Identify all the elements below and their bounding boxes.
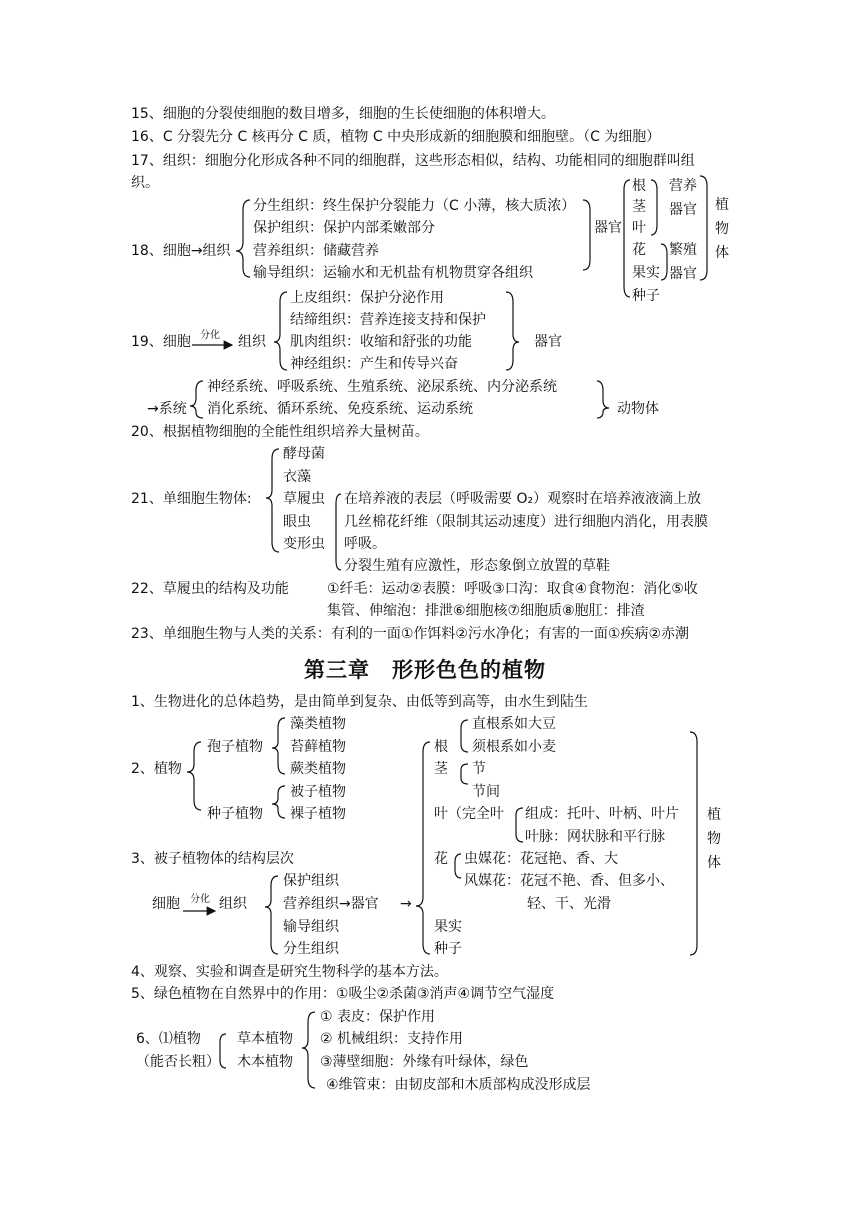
s18-item-2: 保护组织：保护内部柔嫩部分 — [253, 220, 435, 236]
brace-c2-main — [187, 742, 201, 810]
line-23: 23、单细胞生物与人类的关系：有利的一面①作饵料②污水净化；有害的一面①疾病②赤潮 — [131, 626, 690, 642]
c3-6-label2: （能否长粗） — [136, 1054, 220, 1070]
s18-item-4: 输导组织：运输水和无机盐有机物贯穿各组织 — [253, 265, 533, 281]
brace-c6-label — [220, 1034, 226, 1068]
s21-item-2: 衣藻 — [283, 469, 311, 485]
brace-s18-rep — [661, 244, 667, 280]
brace-s21-notes — [336, 494, 341, 570]
brace-c3-whole — [690, 732, 697, 955]
c3-line-4: 4、观察、实验和调查是研究生物科学的基本方法。 — [131, 964, 448, 980]
s19-system-label: →系统 — [147, 401, 187, 417]
c3-2-spore: 孢子植物 — [207, 739, 263, 755]
brace-c3-organs — [416, 742, 430, 954]
s21-item-5: 变形虫 — [283, 536, 325, 552]
c3-2-spore-1: 藻类植物 — [290, 716, 346, 732]
c3-3-tissue-2: 营养组织→器官 — [283, 896, 379, 912]
brace-s18-whole — [700, 176, 707, 280]
brace-s18-right — [583, 200, 590, 270]
c3-3-leaf: 叶（完全叶 — [434, 806, 504, 822]
c3-3-root-1: 直根系如大豆 — [472, 716, 556, 732]
s21-item-1: 酵母菌 — [283, 446, 325, 462]
s18-veg-leaf: 叶 — [632, 220, 646, 236]
s19-item-1: 上皮组织：保护分泌作用 — [290, 290, 444, 306]
brace-s18-tissues — [236, 200, 250, 277]
s18-item-1: 分生组织：终生保护分裂能力（C 小薄，核大质浓） — [253, 198, 576, 214]
s19-item-3: 肌肉组织：收缩和舒张的功能 — [290, 334, 472, 350]
c3-3-seed: 种子 — [434, 941, 462, 957]
brace-c2-spore — [272, 718, 285, 774]
brace-s19-right — [506, 292, 519, 370]
c3-6-item-1: ① 表皮：保护作用 — [320, 1009, 436, 1025]
c3-3-fruit: 果实 — [434, 919, 462, 935]
c3-3-cell: 细胞 — [152, 896, 180, 912]
s18-veg-stem: 茎 — [632, 199, 646, 215]
line-17: 17、组织：细胞分化形成各种不同的细胞群，这些形态相似，结构、功能相同的细胞群叫组 — [131, 153, 695, 169]
c3-3-whole: 植物体 — [707, 807, 721, 871]
brace-c3-tissues — [265, 876, 278, 954]
c3-3-tissue-4: 分生组织 — [283, 941, 339, 957]
c3-2-label: 2、植物 — [131, 761, 182, 777]
s21-note-4: 分裂生殖有应激性，形态象倒立放置的草鞋 — [344, 558, 610, 574]
c3-3-tissue-1: 保护组织 — [283, 873, 339, 889]
chapter-title: 第三章 形形色色的植物 — [304, 658, 546, 682]
s19-item-2: 结缔组织：营养连接支持和保护 — [290, 312, 486, 328]
brace-c3-root — [461, 720, 468, 752]
c3-3-stem: 茎 — [434, 761, 448, 777]
s18-rep-label: 繁殖器官 — [669, 242, 697, 282]
c3-line-1: 1、生物进化的总体趋势，是由简单到复杂、由低等到高等，由水生到陆生 — [131, 694, 588, 710]
c3-3-tissue: 组织 — [219, 896, 247, 912]
s18-whole: 植物体 — [715, 197, 729, 261]
s18-veg-label: 营养器官 — [669, 178, 697, 218]
c3-3-tissue-3: 输导组织 — [283, 919, 339, 935]
s18-label: 18、细胞→组织 — [131, 243, 231, 259]
c3-6-type-1: 草本植物 — [237, 1031, 293, 1047]
s19-arrow-label: 分化 — [200, 330, 220, 341]
s18-veg-root: 根 — [632, 178, 646, 194]
brace-c3-flower — [455, 854, 461, 878]
c3-3-stem-2: 节间 — [472, 784, 500, 800]
s21-note-1: 在培养液的表层（呼吸需要 O₂）观察时在培养液液滴上放 — [344, 491, 702, 507]
c3-6-item-3: ③薄壁细胞：外缘有叶绿体，绿色 — [320, 1054, 529, 1070]
s19-item-4: 神经组织：产生和传导兴奋 — [290, 356, 458, 372]
brace-s19-system — [190, 381, 203, 418]
c3-6-label: 6、⑴植物 — [136, 1031, 201, 1047]
line-17-cont: 织。 — [131, 175, 159, 191]
c3-2-seed-1: 被子植物 — [290, 784, 346, 800]
s18-organ: 器官 — [594, 220, 622, 236]
line-16: 16、C 分裂先分 C 核再分 C 质，植物 C 中央形成新的细胞膜和细胞壁。（C 为细胞） — [131, 129, 661, 145]
brace-c3-stem — [461, 764, 468, 784]
brace-c6-items — [302, 1012, 315, 1088]
c3-3-leaf-1: 组成：托叶、叶柄、叶片 — [525, 806, 679, 822]
s19-system-1: 神经系统、呼吸系统、生殖系统、泌尿系统、内分泌系统 — [207, 379, 557, 395]
c3-6-item-2: ② 机械组织：支持作用 — [320, 1031, 464, 1047]
c3-3-root: 根 — [434, 739, 448, 755]
c3-2-spore-3: 蕨类植物 — [290, 761, 346, 777]
s19-tissue: 组织 — [238, 334, 266, 350]
brace-c2-seed — [272, 786, 285, 818]
s21-note-2: 几丝棉花纤维（限制其运动速度）进行细胞内消化，用表膜 — [344, 514, 708, 530]
brace-s18-veg — [651, 180, 657, 235]
brace-s21-left — [266, 449, 279, 552]
c3-3-flower-3: 轻、干、光滑 — [527, 896, 611, 912]
line-20: 20、根据植物细胞的全能性组织培养大量树苗。 — [131, 424, 429, 440]
s22-text-2: 集管、伸缩泡：排泄⑥细胞核⑦细胞质⑧胞肛：排渣 — [327, 603, 645, 619]
brace-c3-leaf — [516, 808, 523, 842]
s18-rep-flower: 花 — [632, 242, 646, 258]
c3-2-seed: 种子植物 — [207, 806, 263, 822]
s19-label: 19、细胞 — [131, 334, 191, 350]
s18-rep-seed: 种子 — [632, 288, 660, 304]
c3-6-type-2: 木本植物 — [237, 1054, 293, 1070]
c3-3-flower-1: 虫媒花：花冠艳、香、大 — [464, 851, 618, 867]
c3-3-flower-2: 风媒花：花冠不艳、香、但多小、 — [464, 873, 674, 889]
c3-3-root-2: 须根系如小麦 — [472, 739, 556, 755]
brace-s18-parts — [624, 180, 630, 297]
s21-item-3: 草履虫 — [283, 491, 325, 507]
line-15: 15、细胞的分裂使细胞的数目增多，细胞的生长使细胞的体积增大。 — [131, 106, 555, 122]
s19-system-2: 消化系统、循环系统、免疫系统、运动系统 — [207, 401, 473, 417]
brace-s19-animal — [597, 381, 609, 418]
c3-3-stem-1: 节 — [472, 761, 486, 777]
s21-item-4: 眼虫 — [283, 514, 311, 530]
c3-line-5: 5、绿色植物在自然界中的作用：①吸尘②杀菌③消声④调节空气湿度 — [131, 986, 555, 1002]
s21-note-3: 呼吸。 — [344, 536, 386, 552]
s19-organ: 器官 — [534, 334, 562, 350]
c3-3-arrow2: → — [400, 896, 412, 912]
c3-3-leaf-2: 叶脉：网状脉和平行脉 — [525, 829, 665, 845]
c3-3-arrow-label: 分化 — [190, 894, 210, 905]
s22-label: 22、草履虫的结构及功能 — [131, 581, 289, 597]
s19-animal: 动物体 — [617, 401, 659, 417]
s22-text-1: ①纤毛：运动②表膜：呼吸③口沟：取食④食物泡：消化⑤收 — [327, 581, 698, 597]
s18-rep-fruit: 果实 — [632, 265, 660, 281]
c3-2-seed-2: 裸子植物 — [290, 806, 346, 822]
c3-2-spore-2: 苔藓植物 — [290, 739, 346, 755]
s21-label: 21、单细胞生物体: — [131, 491, 252, 507]
c3-3-label: 3、被子植物体的结构层次 — [131, 851, 294, 867]
c3-6-item-4: ④维管束：由韧皮部和木质部构成没形成层 — [326, 1077, 591, 1093]
c3-3-flower: 花 — [434, 851, 448, 867]
s18-item-3: 营养组织：储藏营养 — [253, 243, 379, 259]
brace-s19-left — [274, 292, 287, 370]
